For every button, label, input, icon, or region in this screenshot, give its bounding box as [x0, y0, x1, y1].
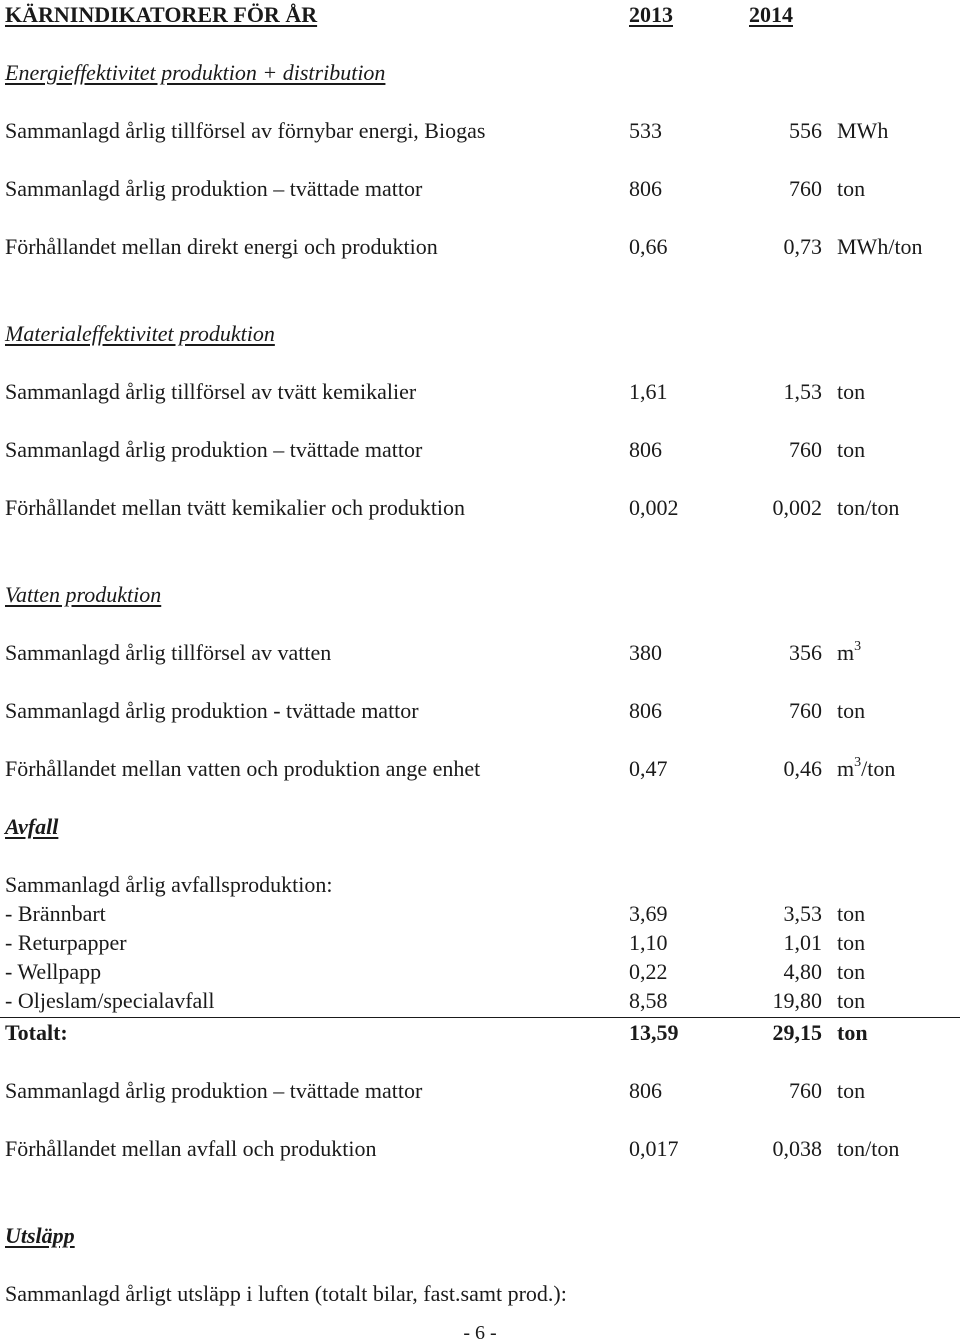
waste-intro-row: [0, 870, 960, 900]
value-2014: 0,73: [783, 234, 822, 259]
row-label: Sammanlagd årlig tillförsel av tvätt kemikalier: [5, 379, 417, 404]
table-row: [0, 435, 960, 465]
table-row: [0, 377, 960, 407]
value-2014: 1,53: [783, 379, 822, 404]
emissions-heading: Utsläpp: [5, 1223, 75, 1248]
row-label: Sammanlagd årlig produktion – tvättade mattor: [5, 437, 423, 462]
energy-heading: Energieffektivitet produktion + distribution: [5, 60, 386, 85]
value-2014: 760: [789, 437, 822, 462]
value-2013: 380: [629, 640, 662, 665]
table-row: [0, 754, 960, 784]
emissions-row: [0, 1279, 960, 1309]
unit-exponent: 3: [854, 754, 862, 770]
unit: [837, 754, 895, 784]
table-row: [0, 957, 960, 987]
value-2013: 0,002: [629, 495, 679, 520]
total-2014: 29,15: [772, 1020, 822, 1045]
total-label: Totalt:: [5, 1020, 68, 1045]
water-section: [0, 580, 960, 610]
value-2014: 19,80: [772, 988, 822, 1013]
row-label: - Oljeslam/specialavfall: [5, 988, 215, 1013]
table-row: [0, 1134, 960, 1164]
value-2013: 0,017: [629, 1136, 679, 1161]
value-2013: 0,22: [629, 959, 668, 984]
unit: MWh: [837, 118, 889, 143]
row-label: Sammanlagd årlig produktion – tvättade mattor: [5, 1078, 423, 1103]
value-2014: 0,46: [783, 756, 822, 781]
emissions-section: [0, 1221, 960, 1251]
unit-base: m: [837, 756, 855, 781]
material-heading: Materialeffektivitet produktion: [5, 321, 275, 346]
unit: ton: [837, 988, 866, 1013]
unit: ton: [837, 901, 866, 926]
unit: MWh/ton: [837, 234, 923, 259]
value-2014: 356: [789, 640, 822, 665]
table-row: [0, 493, 960, 523]
row-label: - Brännbart: [5, 901, 106, 926]
unit: ton/ton: [837, 495, 900, 520]
row-label: Förhållandet mellan direkt energi och produktion: [5, 234, 438, 259]
table-row: [0, 899, 960, 929]
waste-intro: Sammanlagd årlig avfallsproduktion:: [5, 872, 333, 897]
unit: ton: [837, 437, 866, 462]
value-2013: 806: [629, 698, 662, 723]
row-label: Sammanlagd årlig tillförsel av vatten: [5, 640, 332, 665]
unit: ton: [837, 379, 866, 404]
energy-section: [0, 58, 960, 88]
value-2014: 760: [789, 176, 822, 201]
row-label: Sammanlagd årlig tillförsel av förnybar energi, Biogas: [5, 118, 486, 143]
waste-heading: Avfall: [5, 814, 59, 839]
value-2013: 806: [629, 437, 662, 462]
value-2014: 4,80: [783, 959, 822, 984]
year-2013-header: 2013: [629, 2, 673, 27]
table-row: [0, 174, 960, 204]
kpi-header-row: [0, 0, 960, 30]
row-label: Förhållandet mellan vatten och produktion ange enhet: [5, 756, 481, 781]
value-2014: 760: [789, 1078, 822, 1103]
row-label: Förhållandet mellan tvätt kemikalier och produktion: [5, 495, 466, 520]
value-2013: 8,58: [629, 988, 668, 1013]
value-2013: 1,10: [629, 930, 668, 955]
unit: ton: [837, 959, 866, 984]
total-2013: 13,59: [629, 1020, 679, 1045]
value-2013: 0,66: [629, 234, 668, 259]
unit: ton: [837, 698, 866, 723]
unit: ton/ton: [837, 1136, 900, 1161]
value-2014: 760: [789, 698, 822, 723]
value-2013: 3,69: [629, 901, 668, 926]
value-2014: 0,002: [772, 495, 822, 520]
value-2013: 533: [629, 118, 662, 143]
water-heading: Vatten produktion: [5, 582, 162, 607]
value-2014: 1,01: [783, 930, 822, 955]
total-row: [0, 1018, 960, 1048]
material-section: [0, 319, 960, 349]
row-label: - Wellpapp: [5, 959, 102, 984]
table-row: [0, 696, 960, 726]
value-2014: 0,038: [772, 1136, 822, 1161]
unit-tail: /ton: [861, 756, 896, 781]
table-row: [0, 638, 960, 668]
unit: ton: [837, 930, 866, 955]
table-row: [0, 986, 960, 1016]
row-label: - Returpapper: [5, 930, 127, 955]
table-row: [0, 1076, 960, 1106]
unit: ton: [837, 1078, 866, 1103]
row-label: Sammanlagd årlig produktion - tvättade mattor: [5, 698, 419, 723]
unit: ton: [837, 176, 866, 201]
kpi-header-title: KÄRNINDIKATORER FÖR ÅR: [5, 2, 318, 27]
year-2014-header: 2014: [749, 2, 793, 27]
value-2013: 806: [629, 176, 662, 201]
total-unit: ton: [837, 1020, 868, 1045]
unit-exponent: 3: [854, 638, 862, 654]
page-number: - 6 -: [463, 1322, 497, 1344]
table-row: [0, 116, 960, 146]
table-row: [0, 928, 960, 958]
row-label: Förhållandet mellan avfall och produktion: [5, 1136, 377, 1161]
waste-section: [0, 812, 960, 842]
unit-base: m: [837, 640, 855, 665]
value-2013: 806: [629, 1078, 662, 1103]
value-2014: 3,53: [783, 901, 822, 926]
value-2013: 0,47: [629, 756, 668, 781]
value-2013: 1,61: [629, 379, 668, 404]
row-label: Sammanlagd årlig produktion – tvättade mattor: [5, 176, 423, 201]
table-row: [0, 232, 960, 262]
emissions-row-label: Sammanlagd årligt utsläpp i luften (totalt bilar, fast.samt prod.):: [5, 1281, 567, 1306]
unit: [837, 638, 861, 668]
value-2014: 556: [789, 118, 822, 143]
